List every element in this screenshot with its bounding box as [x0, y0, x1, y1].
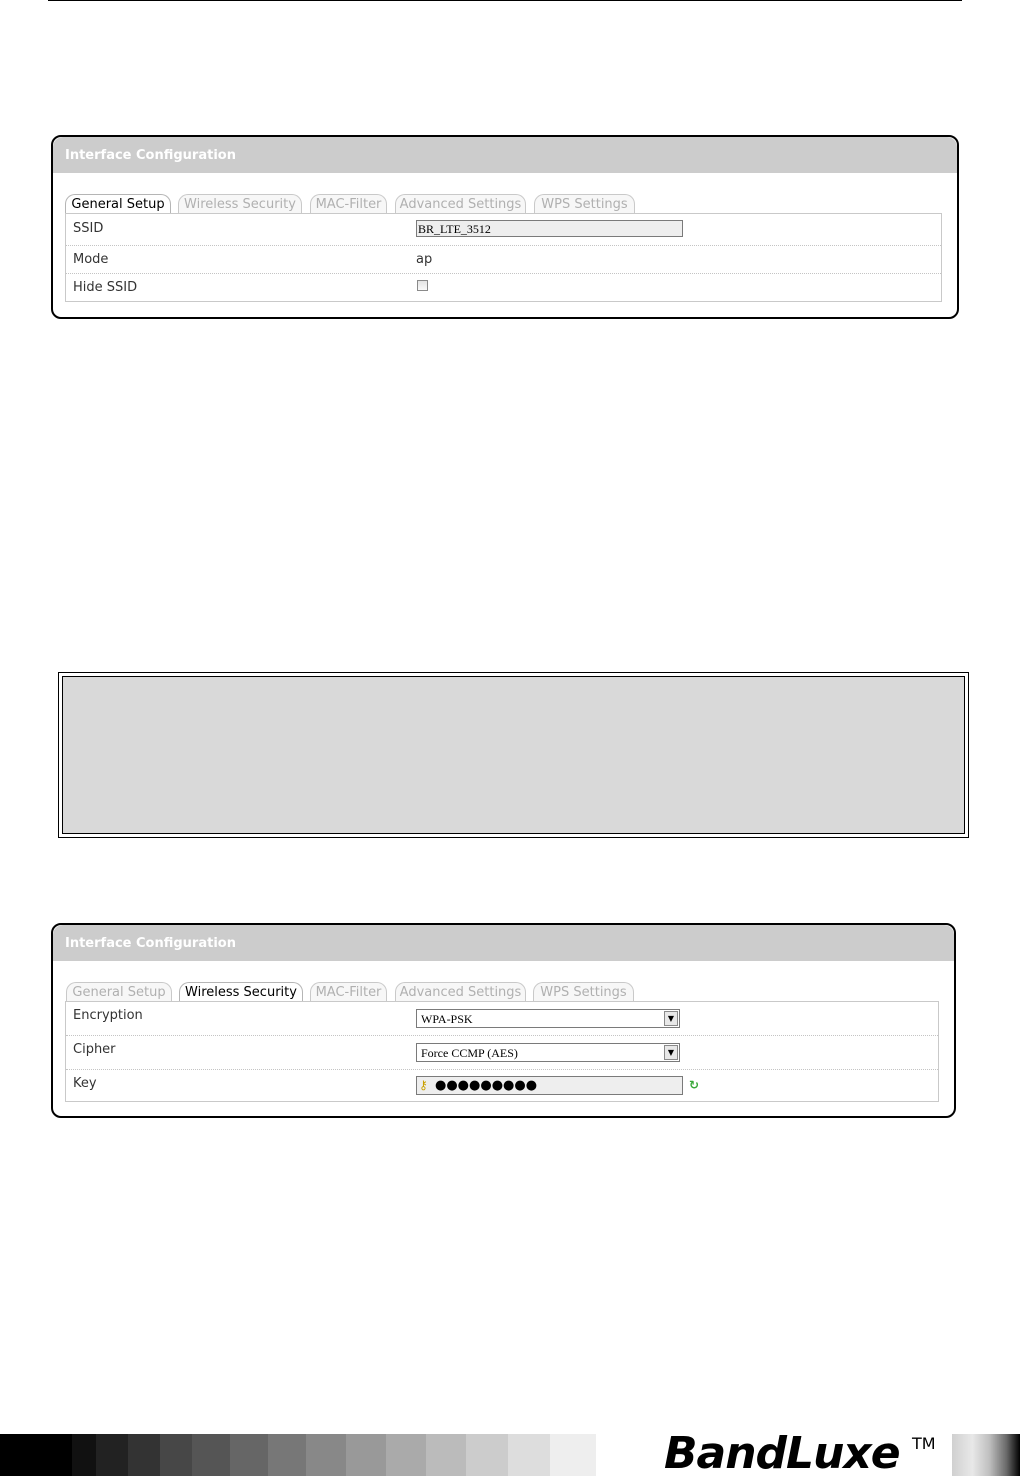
note-box-inner [62, 676, 965, 834]
cipher-select[interactable] [416, 1043, 680, 1062]
chevron-down-icon: ▼ [664, 1045, 678, 1060]
tab-advanced-settings[interactable]: Advanced Settings [395, 982, 526, 1001]
tab-mac-filter[interactable]: MAC-Filter [310, 982, 387, 1001]
hide-ssid-checkbox[interactable] [417, 280, 428, 291]
tab-wps-settings[interactable]: WPS Settings [533, 982, 634, 1001]
hide-ssid-label: Hide SSID [73, 280, 138, 295]
mode-label: Mode [73, 252, 109, 267]
key-input[interactable] [416, 1076, 683, 1095]
trademark-symbol: TM [912, 1434, 936, 1453]
bandluxe-logo: BandLuxe [664, 1428, 900, 1479]
general-setup-table [65, 213, 942, 302]
ssid-input[interactable]: BR_LTE_3512 [416, 220, 683, 237]
note-box [58, 672, 969, 838]
key-masked-value: ●●●●●●●●● [435, 1078, 538, 1093]
top-rule [48, 0, 962, 1]
interface-config-security-panel [51, 923, 956, 1118]
tab-wireless-security[interactable]: Wireless Security [178, 194, 302, 213]
tab-wps-settings[interactable]: WPS Settings [534, 194, 635, 213]
key-label: Key [73, 1076, 97, 1091]
wireless-security-table [65, 1001, 939, 1102]
interface-config-general-panel [51, 135, 959, 319]
mode-row [66, 245, 941, 273]
key-row [66, 1069, 938, 1103]
hide-ssid-row [66, 273, 941, 303]
encryption-row [66, 1002, 938, 1035]
mode-value: ap [416, 252, 433, 267]
tab-general-setup[interactable]: General Setup [66, 982, 172, 1001]
reveal-key-refresh-icon[interactable]: ↻ [689, 1078, 700, 1092]
encryption-label: Encryption [73, 1008, 143, 1023]
footer-grayscale-bar [0, 1434, 596, 1476]
tab-mac-filter[interactable]: MAC-Filter [310, 194, 387, 213]
panel-title: Interface Configuration [53, 137, 957, 173]
ssid-label: SSID [73, 221, 104, 236]
tab-wireless-security[interactable]: Wireless Security [179, 982, 303, 1003]
cipher-selected-value: Force CCMP (AES) [421, 1046, 518, 1060]
panel-title: Interface Configuration [53, 925, 954, 961]
chevron-down-icon: ▼ [664, 1011, 678, 1026]
tab-advanced-settings[interactable]: Advanced Settings [395, 194, 526, 213]
tab-general-setup[interactable]: General Setup [65, 194, 171, 215]
ssid-row [66, 214, 941, 245]
cipher-label: Cipher [73, 1042, 116, 1057]
key-icon: ⚷ [419, 1078, 428, 1092]
encryption-selected-value: WPA-PSK [421, 1012, 473, 1026]
footer-gradient-block [952, 1434, 1020, 1476]
cipher-row [66, 1035, 938, 1069]
encryption-select[interactable] [416, 1009, 680, 1028]
